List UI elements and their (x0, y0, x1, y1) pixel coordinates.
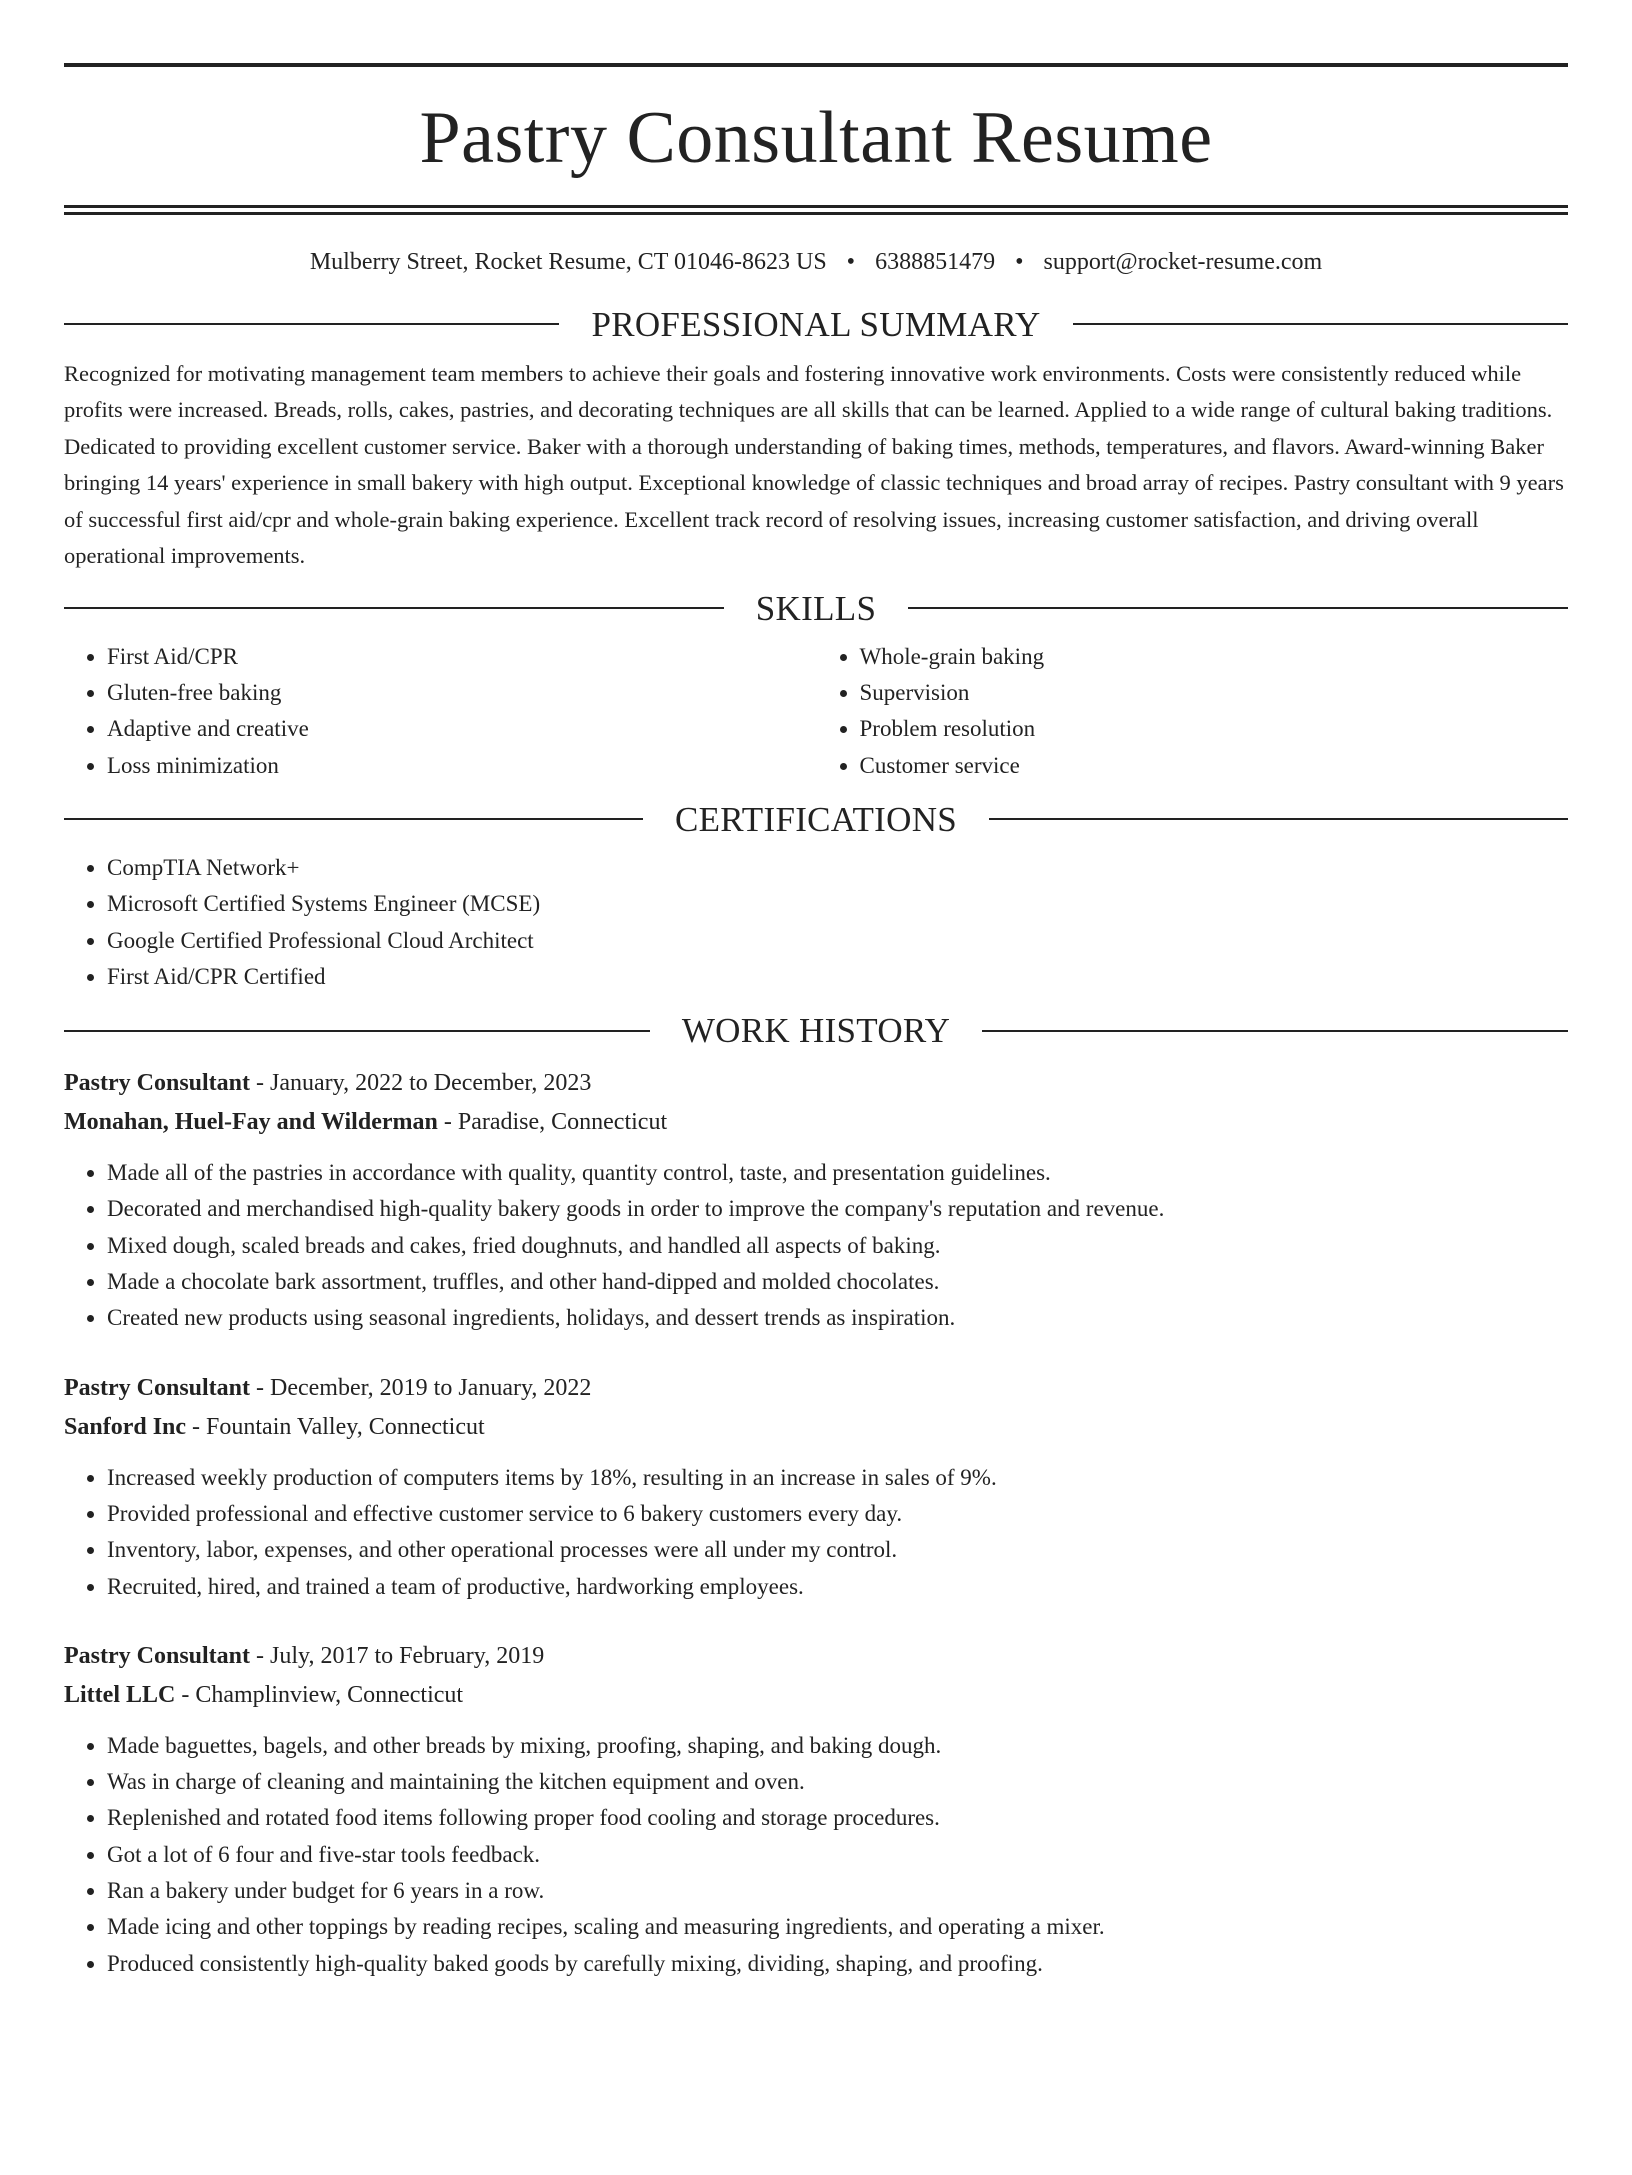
certification-item: • Google Certified Professional Cloud Architect (107, 923, 1568, 959)
section-rule (1073, 323, 1568, 325)
job-bullet: • Increased weekly production of computers items by 18%, resulting in an increase in sales of 9%. (107, 1460, 1568, 1496)
job-entry (64, 1369, 1568, 1605)
skill-item: • First Aid/CPR (107, 639, 816, 675)
section-rule (982, 1030, 1568, 1032)
skill-item: • Whole-grain baking (860, 639, 1569, 675)
contact-separator: • (1015, 249, 1024, 275)
job-company-line: Monahan, Huel-Fay and Wilderman - Paradise, Connecticut (64, 1109, 668, 1136)
skill-item: • Supervision (860, 675, 1569, 711)
job-company-line: Littel LLC - Champlinview, Connecticut (64, 1681, 464, 1708)
certification-item: • Microsoft Certified Systems Engineer (MCSE) (107, 886, 1568, 922)
certifications-list (64, 850, 1568, 995)
job-role: Pastry Consultant (64, 1070, 251, 1097)
title-double-rule (64, 205, 1568, 215)
section-rule (64, 1030, 650, 1032)
job-bullet: • Made baguettes, bagels, and other breads by mixing, proofing, shaping, and baking dough. (107, 1728, 1568, 1764)
section-title-certifications: CERTIFICATIONS (674, 799, 958, 839)
job-role: Pastry Consultant (64, 1642, 251, 1669)
job-role: Pastry Consultant (64, 1374, 251, 1401)
certification-item: • First Aid/CPR Certified (107, 959, 1568, 995)
section-header-summary (64, 304, 1568, 344)
certification-item: • CompTIA Network+ (107, 850, 1568, 886)
job-company: Littel LLC (64, 1681, 176, 1708)
job-bullet: • Produced consistently high-quality baked goods by carefully mixing, dividing, shaping, and proofing. (107, 1946, 1568, 1982)
job-bullet: • Made all of the pastries in accordance with quality, quantity control, taste, and presentation guidelines. (107, 1155, 1568, 1191)
contact-separator: • (846, 249, 856, 275)
job-bullet: • Ran a bakery under budget for 6 years in a row. (107, 1873, 1568, 1909)
job-role-line: Pastry Consultant - December, 2019 to January, 2022 (64, 1374, 592, 1401)
job-dates: July, 2017 to February, 2019 (270, 1642, 545, 1669)
section-title-work-history: WORK HISTORY (681, 1011, 951, 1051)
contact-phone: 6388851479 (875, 249, 996, 275)
skill-item: • Gluten-free baking (107, 675, 816, 711)
job-entry (64, 1637, 1568, 1982)
job-bullet: • Created new products using seasonal ingredients, holidays, and dessert trends as inspiration. (107, 1300, 1568, 1336)
job-location: Paradise, Connecticut (457, 1109, 668, 1136)
job-bullet: • Made icing and other toppings by reading recipes, scaling and measuring ingredients, and operating a mixer. (107, 1909, 1568, 1945)
section-header-certifications (64, 799, 1568, 839)
section-rule (64, 818, 643, 820)
skills-list (64, 639, 1568, 784)
resume-title: Pastry Consultant Resume (419, 97, 1213, 179)
skill-item: • Adaptive and creative (107, 711, 816, 747)
summary-text: Recognized for motivating management team members to achieve their goals and fostering innovative work environments. Costs were consistently reduced while profits were increased. Breads, rolls, cakes, pastries, and decorating techniques are all skills that can be learned. Applied to a wide range of cultural baking traditions. Dedicated to providing excellent customer service. Baker with a thorough understanding of baking times, methods, temperatures, and flavors. Award-winning Baker bringing 14 years' experience in small bakery with high output. Exceptional knowledge of classic techniques and broad array of recipes. Pastry consultant with 9 years of successful first aid/cpr and whole-grain baking experience. Excellent track record of resolving issues, increasing customer satisfaction, and driving overall operational improvements. (64, 360, 1564, 569)
contact-email: support@rocket-resume.com (1043, 249, 1323, 275)
section-rule (64, 323, 559, 325)
job-role-line: Pastry Consultant - July, 2017 to February, 2019 (64, 1642, 545, 1669)
job-company: Sanford Inc (64, 1413, 187, 1440)
skills-column-left (64, 639, 816, 784)
job-bullet: • Mixed dough, scaled breads and cakes, fried doughnuts, and handled all aspects of baking. (107, 1228, 1568, 1264)
job-entry (64, 1064, 1568, 1336)
skill-item: • Loss minimization (107, 748, 816, 784)
contact-address: Mulberry Street, Rocket Resume, CT 01046-8623 US (309, 249, 827, 275)
top-rule (64, 63, 1568, 67)
job-bullets (64, 1155, 1568, 1336)
section-rule (908, 607, 1568, 609)
job-bullet: • Provided professional and effective customer service to 6 bakery customers every day. (107, 1496, 1568, 1532)
job-bullet: • Was in charge of cleaning and maintaining the kitchen equipment and oven. (107, 1764, 1568, 1800)
section-header-skills (64, 588, 1568, 628)
job-bullet: • Inventory, labor, expenses, and other operational processes were all under my control. (107, 1532, 1568, 1568)
job-bullets (64, 1728, 1568, 1982)
job-bullet: • Made a chocolate bark assortment, truffles, and other hand-dipped and molded chocolates. (107, 1264, 1568, 1300)
job-bullet: • Recruited, hired, and trained a team of productive, hardworking employees. (107, 1569, 1568, 1605)
section-rule (64, 607, 724, 609)
job-bullets (64, 1460, 1568, 1605)
job-role-line: Pastry Consultant - January, 2022 to December, 2023 (64, 1070, 592, 1097)
job-location: Champlinview, Connecticut (195, 1681, 464, 1708)
job-bullet: • Decorated and merchandised high-quality bakery goods in order to improve the company's reputation and revenue. (107, 1191, 1568, 1227)
job-dates: December, 2019 to January, 2022 (270, 1374, 592, 1401)
job-location: Fountain Valley, Connecticut (206, 1413, 485, 1440)
job-bullet: • Got a lot of 6 four and five-star tools feedback. (107, 1837, 1568, 1873)
skill-item: • Problem resolution (860, 711, 1569, 747)
section-rule (989, 818, 1568, 820)
section-title-skills: SKILLS (755, 588, 877, 628)
skill-item: • Customer service (860, 748, 1569, 784)
section-title-summary: PROFESSIONAL SUMMARY (591, 304, 1041, 344)
skills-column-right (816, 639, 1569, 784)
job-dates: January, 2022 to December, 2023 (270, 1070, 592, 1097)
job-company: Monahan, Huel-Fay and Wilderman (64, 1109, 438, 1136)
job-bullet: • Replenished and rotated food items following proper food cooling and storage procedures. (107, 1800, 1568, 1836)
resume-page (0, 63, 1632, 2175)
section-header-work-history (64, 1011, 1568, 1051)
job-company-line: Sanford Inc - Fountain Valley, Connecticut (64, 1413, 485, 1440)
contact-line (64, 248, 1568, 277)
